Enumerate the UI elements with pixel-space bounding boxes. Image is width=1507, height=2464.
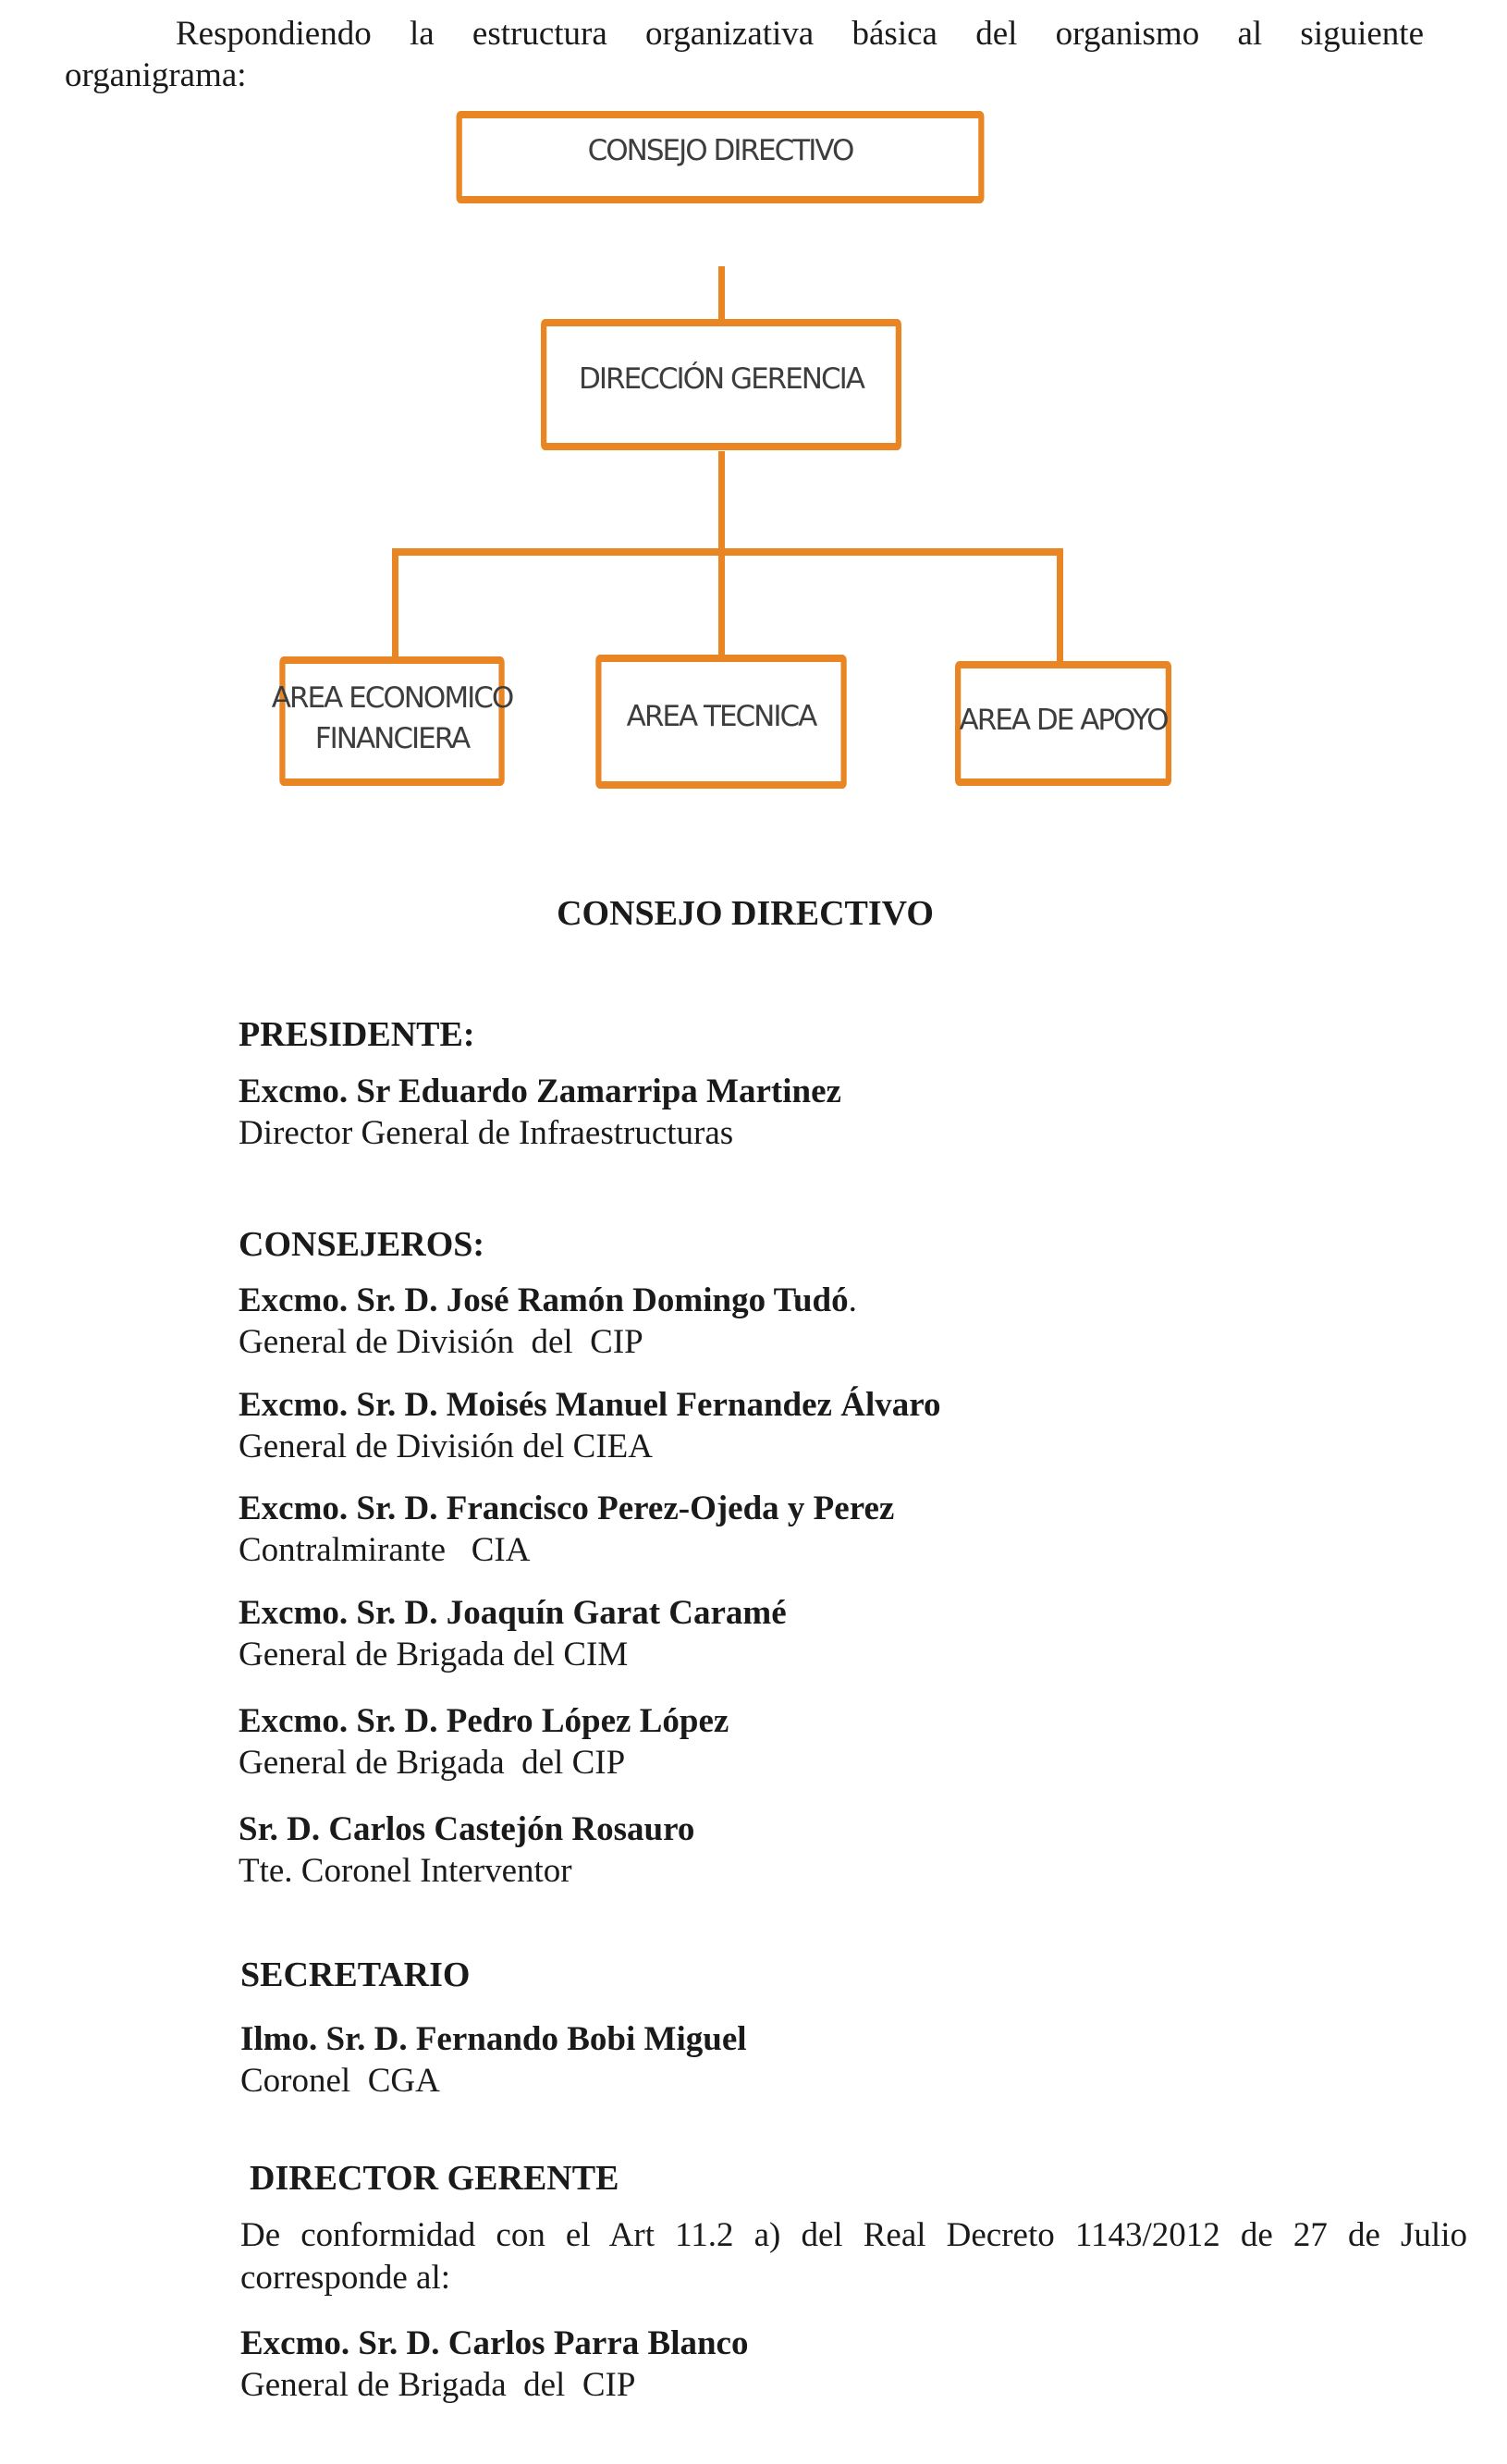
- consejero-4: [239, 1592, 787, 1675]
- secretario-heading: SECRETARIO: [240, 1955, 471, 1994]
- box-area-de-apoyo-label: AREA DE APOYO: [959, 704, 1168, 737]
- consejero-name-trail: .: [848, 1281, 857, 1319]
- connector-bus-right: [1057, 548, 1063, 661]
- intro-line-1: Respondiendo la estructura organizativa básica del organismo al siguiente: [176, 15, 1424, 53]
- consejero-3: [239, 1488, 894, 1571]
- director-gerente-name: Excmo. Sr. D. Carlos Parra Blanco: [240, 2324, 749, 2362]
- consejero-name: Excmo. Sr. D. Joaquín Garat Caramé: [239, 1594, 787, 1632]
- box-area-tecnica-label: AREA TECNICA: [626, 700, 816, 733]
- secretario-name: Ilmo. Sr. D. Fernando Bobi Miguel: [240, 2020, 747, 2058]
- consejero-role: General de Brigada del CIP: [239, 1744, 626, 1782]
- director-gerente-para-line-1: De conformidad con el Art 11.2 a) del Real Decreto 1143/2012 de 27 de Julio: [240, 2216, 1467, 2254]
- consejero-name: Excmo. Sr. D. Francisco Perez-Ojeda y Perez: [239, 1489, 895, 1527]
- director-gerente-paragraph: [240, 2214, 1467, 2299]
- consejero-role: Contralmirante CIA: [239, 1531, 531, 1569]
- connector-bus-center: [718, 451, 725, 659]
- consejero-name: Excmo. Sr. D. Pedro López López: [239, 1702, 729, 1740]
- intro-line-2: organigrama:: [65, 56, 247, 94]
- consejeros-heading: CONSEJEROS:: [239, 1225, 485, 1264]
- secretario-role: Coronel CGA: [240, 2062, 440, 2100]
- director-gerente-heading: DIRECTOR GERENTE: [250, 2159, 619, 2198]
- connector-bus-left: [392, 548, 398, 659]
- area-economico-line-2: FINANCIERA: [314, 722, 470, 755]
- intro-paragraph: [65, 13, 1424, 96]
- box-direccion-gerencia-label: DIRECCIÓN GERENCIA: [579, 362, 864, 396]
- consejero-name: Sr. D. Carlos Castejón Rosauro: [239, 1810, 695, 1848]
- director-gerente-role: General de Brigada del CIP: [240, 2366, 636, 2404]
- consejero-role: General de División del CIEA: [239, 1428, 653, 1465]
- director-gerente-para-line-2: corresponde al:: [240, 2259, 451, 2297]
- presidente-role: Director General de Infraestructuras: [239, 1114, 734, 1152]
- box-area-economico-financiera-label: [248, 678, 536, 759]
- consejero-name: Excmo. Sr. D. Moisés Manuel Fernandez Álvaro: [239, 1386, 941, 1424]
- consejero-role: Tte. Coronel Interventor: [239, 1852, 572, 1890]
- consejero-6: [239, 1808, 694, 1892]
- consejero-role: General de División del CIP: [239, 1323, 643, 1361]
- consejero-name: Excmo. Sr. D. José Ramón Domingo Tudó: [239, 1281, 849, 1319]
- consejero-2: [239, 1384, 940, 1467]
- consejero-5: [239, 1700, 729, 1784]
- presidente-name: Excmo. Sr Eduardo Zamarripa Martinez: [239, 1073, 841, 1110]
- connector-horizontal-bus: [392, 548, 1063, 556]
- section-title: CONSEJO DIRECTIVO: [557, 894, 934, 933]
- box-consejo-directivo-label: CONSEJO DIRECTIVO: [587, 134, 853, 167]
- consejero-1: [239, 1280, 857, 1363]
- area-economico-line-1: AREA ECONOMICO: [271, 681, 513, 715]
- consejero-role: General de Brigada del CIM: [239, 1636, 629, 1673]
- presidente-heading: PRESIDENTE:: [239, 1015, 475, 1054]
